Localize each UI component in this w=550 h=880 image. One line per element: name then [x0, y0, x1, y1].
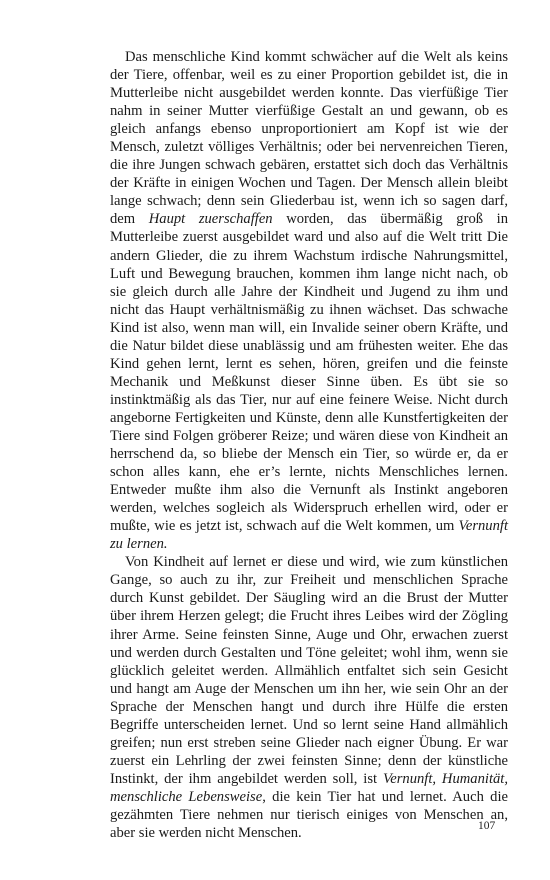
paragraph-1	[110, 48, 508, 553]
body-text	[110, 48, 508, 842]
page-number: 107	[478, 820, 496, 832]
emphasis-vernunft-zu-lernen: Vernunft zu lernen.	[110, 518, 508, 553]
paragraph-2-text: , die kein Tier hat und lernet. Auch die gezähmten Tiere nehmen nur tierisch einiges von Menschen an, aber sie werden nicht Menschen.	[110, 788, 508, 842]
emphasis-haupt-zuerschaffen: Haupt zuerschaffen	[148, 211, 273, 228]
paragraph-1-text: Das menschliche Kind kommt schwächer auf die Welt als keins der Tiere, offenbar, weil es zu einer Proportion gebildet ist, die in Mutterleibe nicht ausgebildet werden konnte. Das vierfüßige Tier nahm in seiner Mutter vierfüßige Gestalt an und gewann, ob es gleich anfangs ebenso unproportioniert am Kopf ist wie der Mensch, zuletzt völliges Verhältnis; oder bei nervenreichen Tieren, die ihre Jungen schwach gebären, erstattet sich doch das Verhältnis der Kräfte in einigen Wochen und Tagen. Der Mensch allein bleibt lange schwach; denn sein Gliederbau ist, wenn ich so sagen darf, dem	[110, 49, 508, 228]
emphasis-vernunft-humanitaet: Vernunft, Humanität, menschliche Lebensweise	[110, 770, 509, 805]
paragraph-2	[110, 553, 508, 842]
paragraph-2-text: Von Kindheit auf lernet er diese und wird, wie zum künstlichen Gange, so auch zu ihr, zur Freiheit und menschlichen Sprache durch Kunst gebildet. Der Säugling wird an die Brust der Mutter über ihrem Herzen gelegt; die Frucht ihres Leibes wird der Zögling ihrer Arme. Seine feinsten Sinne, Auge und Ohr, erwachen zuerst und werden durch Gestalten und Töne geleitet; wohl ihm, wenn sie glücklich geleitet werden. Allmählich entfaltet sich sein Gesicht und hangt am Auge der Menschen um ihn her, wie sein Ohr an der Sprache der Menschen hangt und durch ihre Hülfe die ersten Begriffe unterscheiden lernet. Und so lernt seine Hand allmählich greifen; nun erst streben seine Glieder nach eigner Übung. Er war zuerst ein Lehrling der zwei feinsten Sinne; denn der künstliche Instinkt, der ihm angebildet werden soll, ist	[110, 554, 508, 787]
paragraph-1-text: worden, das übermäßig groß in Mutterleibe zuerst ausgebildet ward und also auf die Welt tritt Die andern Glieder, die zu ihrem Wachstum irdische Nahrungsmittel, Luft und Bewegung brauchen, kommen ihm lange nicht nach, ob sie gleich durch alle Jahre der Kindheit und Jugend zu ihm und nicht das Haupt verhältnismäßig zu ihnen wächset. Das schwache Kind ist also, wenn man will, ein Invalide seiner obern Kräfte, und die Natur bildet diese unablässig und am frühesten weiter. Ehe das Kind gehen lernt, lernt es sehen, hören, greifen und die feinste Mechanik und Meßkunst dieser Sinne üben. Es übt sie so instinktmäßig als das Tier, nur auf eine feinere Weise. Nicht durch angeborne Fertigkeiten und Künste, denn alle Kunstfertigkeiten der Tiere sind Folgen gröberer Reize; und wären diese von Kindheit an herrschend da, so bliebe der Mensch ein Tier, so würde er, da er schon alles kann, ehe er’s lernte, nichts Menschliches lernen. Entweder mußte ihm also die Vernunft als Instinkt angeboren werden, welches sogleich als Widerspruch erhellen wird, oder er mußte, wie es jetzt ist, schwach auf die Welt kommen, um	[110, 211, 508, 535]
